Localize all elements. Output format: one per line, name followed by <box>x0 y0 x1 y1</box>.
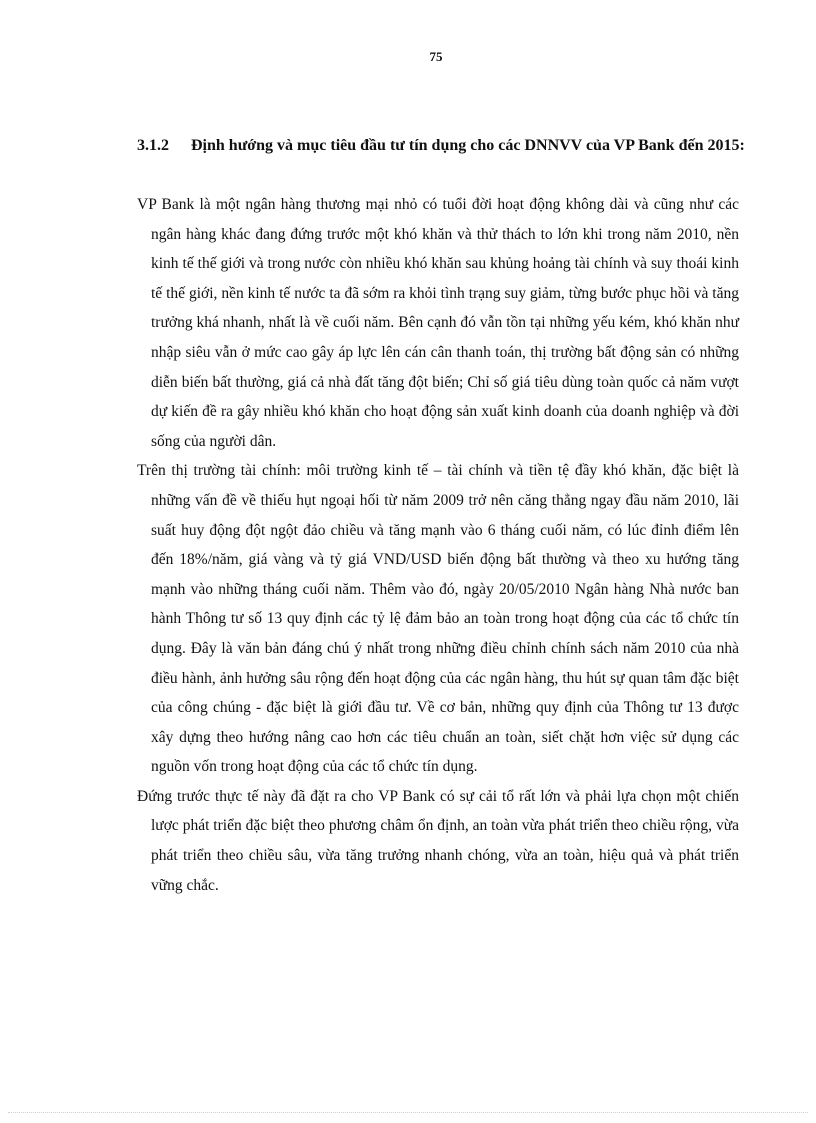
paragraph: Đứng trước thực tế này đã đặt ra cho VP Bank có sự cải tổ rất lớn và phải lựa chọn một chiến lược phát triển đặc biệt theo phương châm ổn định, an toàn vừa phát triển theo chiều rộng, vừa phát triển theo chiều sâu, vừa tăng trưởng nhanh chóng, vừa an toàn, hiệu quả và phát triển vững chắc. <box>137 787 739 894</box>
paragraph: VP Bank là một ngân hàng thương mại nhỏ có tuổi đời hoạt động không dài và cũng như các ngân hàng khác đang đứng trước một khó khăn và thử thách to lớn khi trong năm 2010, nền kinh tế thế giới và trong nước còn nhiều khó khăn sau khủng hoảng tài chính và suy thoái kinh tế thế giới, nền kinh tế nước ta đã sớm ra khỏi tình trạng suy giảm, từng bước phục hồi và tăng trưởng khá nhanh, nhất là về cuối năm. Bên cạnh đó vẫn tồn tại những yếu kém, khó khăn như nhập siêu vẫn ở mức cao gây áp lực lên cán cân thanh toán, thị trường bất động sản có những diễn biến bất thường, giá cả nhà đất tăng đột biến; Chỉ số giá tiêu dùng toàn quốc cả năm vượt dự kiến đề ra gây nhiều khó khăn cho hoạt động sản xuất kinh doanh của doanh nghiệp và đời sống của người dân. <box>137 196 739 450</box>
page-bottom-border <box>8 1112 808 1113</box>
section-heading <box>137 131 747 160</box>
body-text <box>137 190 739 900</box>
paragraph: Trên thị trường tài chính: môi trường kinh tế – tài chính và tiền tệ đầy khó khăn, đặc biệt là những vấn đề về thiếu hụt ngoại hối từ năm 2009 trở nên căng thẳng ngay đầu năm 2010, lãi suất huy động đột ngột đảo chiều và tăng mạnh vào 6 tháng cuối năm, có lúc đỉnh điểm lên đến 18%/năm, giá vàng và tỷ giá VND/USD biến động bất thường và theo xu hướng tăng mạnh vào những tháng cuối năm. Thêm vào đó, ngày 20/05/2010 Ngân hàng Nhà nước ban hành Thông tư số 13 quy định các tỷ lệ đảm bảo an toàn trong hoạt động của các tổ chức tín dụng. Đây là văn bản đáng chú ý nhất trong những điều chỉnh chính sách năm 2010 của nhà điều hành, ảnh hưởng sâu rộng đến hoạt động của các ngân hàng, thu hút sự quan tâm đặc biệt của công chúng - đặc biệt là giới đầu tư. Về cơ bản, những quy định của Thông tư 13 được xây dựng theo hướng nâng cao hơn các tiêu chuẩn an toàn, siết chặt hơn việc sử dụng các nguồn vốn trong hoạt động của các tổ chức tín dụng. <box>137 462 739 776</box>
section-title: Định hướng và mục tiêu đầu tư tín dụng cho các DNNVV của VP Bank đến 2015: <box>191 137 745 154</box>
page-number: 75 <box>429 49 443 64</box>
section-number: 3.1.2 <box>137 137 169 154</box>
